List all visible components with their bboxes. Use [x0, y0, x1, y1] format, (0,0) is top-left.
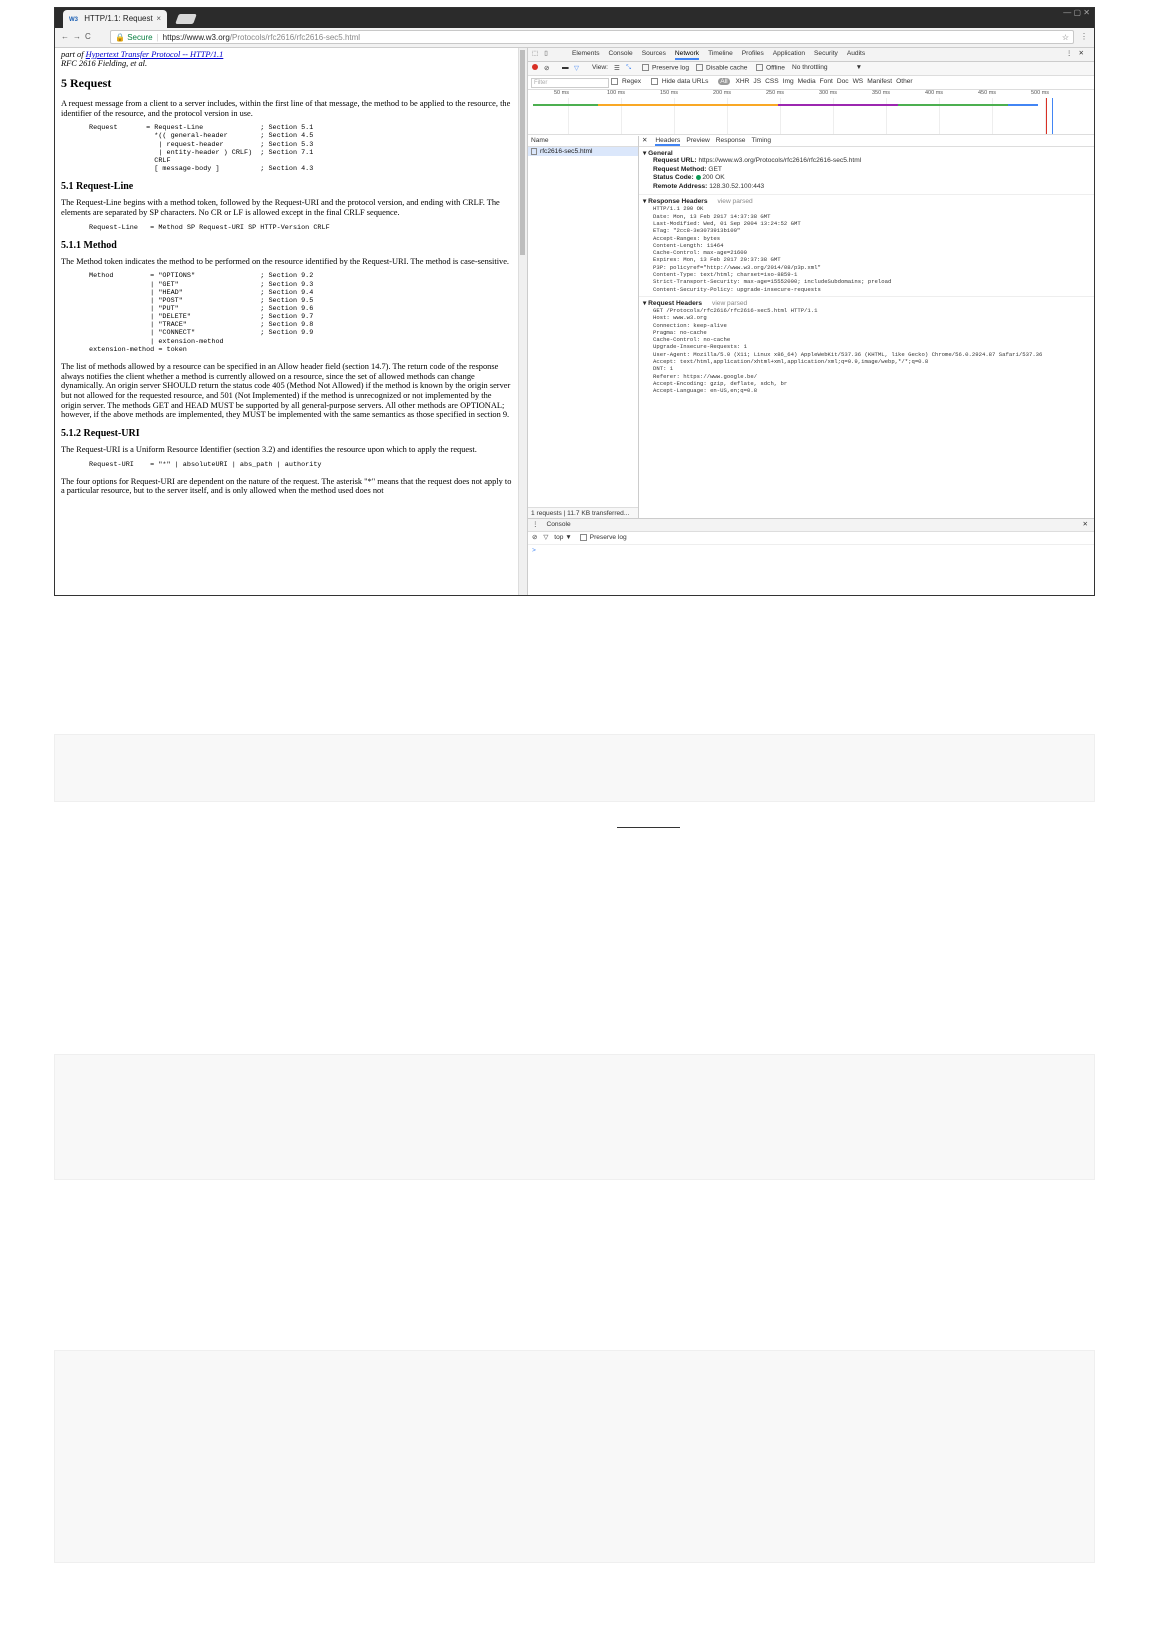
- devtools-tabs: [572, 50, 874, 57]
- document-icon: [531, 148, 537, 155]
- timeline-tick: 350 ms: [872, 90, 891, 96]
- response-headers-section: [639, 195, 1094, 297]
- general-value: GET: [708, 165, 722, 173]
- general-value: https://www.w3.org/Protocols/rfc2616/rfc2616-sec5.html: [698, 157, 862, 164]
- devtools-tab-audits[interactable]: Audits: [846, 50, 866, 57]
- timeline-bar: [898, 104, 1008, 106]
- view-label: View:: [592, 64, 609, 71]
- detail-tab-preview[interactable]: Preview: [686, 137, 710, 144]
- name-column-header[interactable]: Name: [528, 136, 638, 147]
- devtools-menu-close-icon[interactable]: ⋮✕: [1065, 50, 1090, 57]
- filter-type-other[interactable]: Other: [896, 78, 913, 86]
- overview-icon[interactable]: ⤡: [626, 64, 632, 71]
- network-panes: [528, 136, 1094, 518]
- timeline-tick: 150 ms: [660, 90, 679, 96]
- general-row: [643, 157, 1090, 166]
- list-view-icon[interactable]: ☰: [614, 65, 620, 72]
- network-toolbar: [528, 62, 1094, 76]
- clear-icon[interactable]: ⊘: [544, 65, 550, 72]
- para-method: The Method token indicates the method to be performed on the resource identified by the Request-URI. The method is case-sensitive.: [61, 256, 510, 266]
- timeline-tick: 100 ms: [607, 90, 626, 96]
- inspect-device-icons[interactable]: ⬚▯: [532, 50, 554, 57]
- general-key: Status Code:: [653, 174, 694, 182]
- general-row: [643, 174, 1090, 183]
- view-parsed-link[interactable]: view parsed: [717, 198, 753, 206]
- heading-request: 5 Request: [61, 76, 112, 90]
- request-row[interactable]: rfc2616-sec5.html: [528, 147, 638, 156]
- general-title[interactable]: ▾ General: [643, 150, 673, 157]
- divider-line: [617, 827, 680, 828]
- filter-bar: [528, 76, 1094, 90]
- para-four-options: The four options for Request-URI are dependent on the nature of the request. The asterisk "*" means that the request does not apply to a particular resource, but to the server itself, and is only allowed when the method used does not: [61, 476, 512, 496]
- w3c-favicon-icon: W3: [69, 17, 78, 23]
- timeline-tick: 450 ms: [978, 90, 997, 96]
- address-bar: [55, 28, 1094, 48]
- devtools-tab-sources[interactable]: Sources: [641, 50, 666, 57]
- nav-buttons[interactable]: ←→C: [61, 32, 95, 41]
- hide-data-urls-checkbox[interactable]: Hide data URLs: [651, 78, 713, 85]
- dom-loaded-marker: [1046, 98, 1047, 134]
- tab-title: HTTP/1.1: Request: [84, 14, 153, 23]
- devtools-tab-security[interactable]: Security: [814, 50, 838, 57]
- devtools-tab-application[interactable]: Application: [772, 50, 806, 57]
- blank-panel-1: [54, 734, 1095, 802]
- console-prompt[interactable]: >: [532, 547, 536, 554]
- general-key: Request URL:: [653, 157, 697, 164]
- record-icon[interactable]: [532, 64, 538, 72]
- window-controls-icon[interactable]: — ▢ ✕: [1063, 8, 1090, 17]
- scrollbar-thumb[interactable]: [520, 50, 525, 255]
- console-filter-icon[interactable]: ▽: [543, 534, 549, 541]
- disable-cache-checkbox[interactable]: Disable cache: [696, 64, 747, 71]
- new-tab-button[interactable]: [175, 14, 197, 24]
- timeline-bar: [778, 104, 898, 106]
- network-overview: [528, 90, 1094, 135]
- authors-line: RFC 2616 Fielding, et al.: [61, 59, 148, 68]
- blank-panel-3: [54, 1350, 1095, 1563]
- blank-panel-2: [54, 1054, 1095, 1180]
- general-row: [643, 166, 1090, 175]
- filter-type-ws[interactable]: WS: [852, 78, 864, 86]
- general-row: [643, 183, 1090, 192]
- devtools-tab-elements[interactable]: Elements: [572, 50, 600, 57]
- timeline-tick: 400 ms: [925, 90, 944, 96]
- general-key: Request Method:: [653, 165, 707, 173]
- type-filters: [611, 78, 921, 85]
- request-list: [528, 136, 639, 518]
- regex-checkbox[interactable]: Regex: [611, 78, 645, 85]
- browser-tab[interactable]: [63, 10, 167, 28]
- general-value: 128.30.52.100:443: [709, 182, 765, 190]
- console-preserve-log-checkbox[interactable]: Preserve log: [580, 534, 627, 541]
- devtools-tab-timeline[interactable]: Timeline: [708, 50, 733, 57]
- detail-tabs: [639, 136, 1094, 147]
- drawer-menu-icon[interactable]: ⋮: [532, 521, 539, 528]
- browser-screenshot: [54, 7, 1095, 596]
- request-headers-title[interactable]: ▾ Request Headers view parsed: [643, 299, 748, 307]
- filter-type-doc[interactable]: Doc: [836, 78, 849, 86]
- filter-type-font[interactable]: Font: [819, 78, 833, 86]
- para-request: A request message from a client to a server includes, within the first line of that message, the method to be applied to the resource, the identifier of the resource, and the protocol version in use.: [61, 99, 511, 118]
- clear-console-icon[interactable]: ⊘: [532, 534, 538, 541]
- para-request-uri: The Request-URI is a Uniform Resource Identifier (section 3.2) and identifies the resource upon which to apply the request.: [61, 444, 477, 454]
- tab-strip: [55, 8, 1094, 28]
- console-tab[interactable]: Console: [546, 521, 571, 528]
- close-detail-icon[interactable]: ✕: [642, 137, 648, 144]
- request-headers-text: GET /Protocols/rfc2616/rfc2616-sec5.html HTTP/1.1 Host: www.w3.org Connection: keep-alive Pragma: no-cache Cache-Control: no-cache Upgrade-Insecure-Requests: 1 User-Agent: Mozilla/5.0 (X11; Linux x86_64) AppleWebKit/537.36 (KHTML, like Gecko) Chrome/56.0.2924.87 Safari/537.36 Accept: text/html,application/xhtml+xml,application/xml;q=0.9,image/webp,*/*;q=0.8 DNT: 1 Referer: https://www.google.be/ Accept-Encoding: gzip, deflate, sdch, br Accept-Language: en-US,en;q=0.8: [653, 306, 1043, 395]
- filter-type-xhr[interactable]: XHR: [735, 78, 750, 86]
- timeline-bar: [1008, 104, 1038, 106]
- request-detail: [639, 136, 1094, 518]
- filter-type-manifest[interactable]: Manifest: [867, 78, 893, 86]
- para-request-line: The Request-Line begins with a method token, followed by the Request-URI and the protocol version, and ending with CRLF. The elements are separated by SP characters. No CR or LF is allowed except in the final CRLF sequence.: [61, 198, 500, 217]
- load-marker: [1052, 98, 1053, 134]
- filter-input[interactable]: Filter: [531, 78, 609, 88]
- close-drawer-icon[interactable]: ✕: [1082, 521, 1088, 528]
- preserve-log-checkbox[interactable]: Preserve log: [642, 64, 689, 71]
- grammar-request: Request = Request-Line ; Section 5.1 *(( general-header ; Section 4.5 | request-header ; Section 5.3 | entity-header ) CRLF) ; Section 7.1 CRLF [ message-body ] ; Section 4.3: [89, 124, 314, 174]
- timeline-tick: 50 ms: [554, 90, 569, 96]
- timeline-tick: 250 ms: [766, 90, 785, 96]
- devtools-tab-profiles[interactable]: Profiles: [741, 50, 764, 57]
- console-drawer-header: [528, 519, 1094, 532]
- grammar-request-uri: Request-URI = "*" | absoluteURI | abs_path | authority: [89, 460, 322, 469]
- filter-type-media[interactable]: Media: [797, 78, 816, 86]
- response-headers-text: HTTP/1.1 200 OK Date: Mon, 13 Feb 2017 14:37:38 GMT Last-Modified: Wed, 01 Sep 2004 13:24:52 GMT ETag: "2cc8-3e3073913b100" Accept-Ranges: bytes Content-Length: 11464 Cache-Control: max-age=21600 Expires: Mon, 13 Feb 2017 20:37:38 GMT P3P: policyref="http://www.w3.org/2014/08/p3p.xml" Content-Type: text/html; charset=iso-8859-1 Strict-Transport-Security: max-age=15552000; includeSubdomains; preload Content-Security-Policy: upgrade-insecure-requests: [653, 205, 892, 293]
- rfc-link[interactable]: Hypertext Transfer Protocol -- HTTP/1.1: [85, 50, 224, 59]
- detail-tab-timing[interactable]: Timing: [751, 137, 772, 144]
- filter-type-js[interactable]: JS: [753, 78, 762, 86]
- secure-label: Secure: [127, 33, 153, 42]
- grammar-method: Method = "OPTIONS" ; Section 9.2 | "GET" ; Section 9.3 | "HEAD" ; Section 9.4 | "POST" ; Section 9.5 | "PUT" ; Section 9.6 | "DELETE" ; Section 9.7 | "TRACE" ; Section 9.8 | "CONNECT" ; Section 9.9 | extension-method extension-method = token: [89, 272, 314, 354]
- page-content: [55, 48, 518, 596]
- url-host: https://www.w3.org: [162, 33, 230, 42]
- browser-menu-icon[interactable]: ⋮: [1080, 32, 1088, 41]
- camera-icon[interactable]: ▬: [562, 64, 569, 71]
- request-summary: 1 requests | 11.7 KB transferred...: [528, 507, 638, 518]
- offline-checkbox[interactable]: Offline: [756, 64, 785, 71]
- timeline-tick: 200 ms: [713, 90, 732, 96]
- throttling-select[interactable]: No throttling ▼: [792, 64, 863, 71]
- devtools-tabbar: [528, 48, 1094, 62]
- part-of-line: part of Hypertext Transfer Protocol -- HTTP/1.1: [61, 50, 224, 59]
- detail-tab-headers[interactable]: Headers: [655, 137, 681, 144]
- para-allowed-methods: The list of methods allowed by a resource can be specified in an Allow header field (section 14.7). The return code of the response always notifies the client whether a method is currently allowed on a resource, since the set of allowed methods can change dynamically. An origin server SHOULD return the status code 405 (Method Not Allowed) if the method is known by the origin server but not allowed for the requested resource, and 501 (Not Implemented) if the method is unrecognized or not implemented by the origin server. The methods GET and HEAD MUST be supported by all general-purpose servers. All other methods are OPTIONAL; however, if the above methods are implemented, they MUST be implemented with the same semantics as those specified in section 9.: [61, 361, 511, 420]
- heading-request-line: 5.1 Request-Line: [61, 181, 134, 193]
- url-path: /Protocols/rfc2616/rfc2616-sec5.html: [229, 33, 361, 42]
- devtools-tab-network[interactable]: Network: [675, 50, 699, 60]
- timeline-tick: 500 ms: [1031, 90, 1050, 96]
- filter-icon[interactable]: ▽: [574, 65, 580, 72]
- devtools-panel: [527, 48, 1094, 595]
- request-headers-section: [639, 297, 1094, 398]
- bookmark-star-icon[interactable]: ☆: [1061, 33, 1069, 42]
- heading-method: 5.1.1 Method: [61, 239, 117, 251]
- detail-tab-response[interactable]: Response: [715, 137, 746, 144]
- lock-icon: 🔒: [115, 33, 125, 42]
- devtools-tab-console[interactable]: Console: [608, 50, 633, 57]
- view-parsed-link[interactable]: view parsed: [712, 299, 748, 307]
- general-section: [639, 147, 1094, 195]
- filter-type-img[interactable]: Img: [782, 78, 794, 86]
- timeline-bar: [598, 104, 778, 106]
- general-key: Remote Address:: [653, 182, 708, 190]
- url-input[interactable]: 🔒 Secure | https://www.w3.org/Protocols/rfc2616/rfc2616-sec5.html ☆: [110, 30, 1074, 44]
- timeline-bar: [533, 104, 598, 106]
- general-value: 200 OK: [700, 174, 725, 182]
- page-scrollbar[interactable]: [518, 48, 527, 596]
- console-drawer: [528, 518, 1094, 595]
- filter-all[interactable]: All: [720, 78, 728, 86]
- filter-type-css[interactable]: CSS: [765, 78, 779, 86]
- grammar-request-line: Request-Line = Method SP Request-URI SP HTTP-Version CRLF: [89, 223, 330, 232]
- close-tab-icon[interactable]: ×: [156, 14, 161, 23]
- console-toolbar: [528, 532, 1094, 545]
- timeline-tick: 300 ms: [819, 90, 838, 96]
- response-headers-title[interactable]: ▾ Response Headers view parsed: [643, 198, 753, 206]
- heading-request-uri: 5.1.2 Request-URI: [61, 427, 140, 439]
- context-select[interactable]: top ▼: [554, 534, 572, 541]
